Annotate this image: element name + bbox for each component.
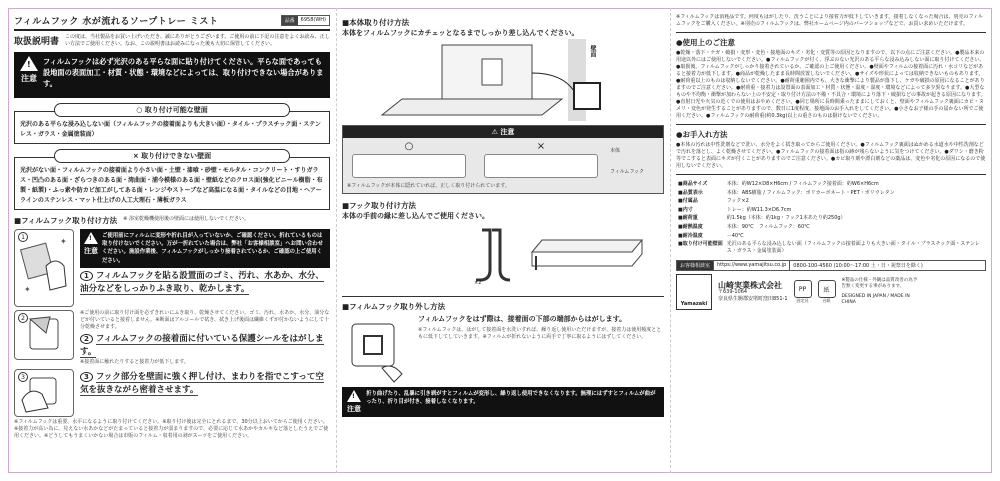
- caution-icon: !: [84, 232, 98, 244]
- caution-box: ! 注意 ご使用前にフィルムに変形や折れ目が入っていないか、ご確認ください。折れているものは取り付けないでください。万が一折れていた場合は、弊社「お客様相談室」へお問い合わせください。施設作業後、フィルムフックがしっかり接着されているか、ご確認の上ご使用ください。: [80, 229, 330, 268]
- mount-title: ■本体取り付け方法: [342, 18, 410, 27]
- disclaimer: ※製品の仕様・外観は品質改善の為予告無く変更する事があります。: [841, 278, 918, 290]
- spec-key: ■耐荷重: [678, 215, 698, 222]
- fold-line: [336, 8, 337, 473]
- howto-heading: ■フィルムフック取り付け方法 ※ 浴室乾燥機使用後の壁面には使用しないでください。: [14, 216, 249, 225]
- ok-surface-title: ○ 取り付け可能な壁面: [54, 103, 290, 117]
- spec-row: [678, 181, 984, 188]
- remove-caution: ! 注意 折り曲げたり、乱暴に引き剥がすとフィルムが変形し、繰り返し使用できなくなります。無理にはずすとフィルムが曲がったり、折り目が付き、接着しなくなります。: [342, 387, 664, 417]
- spec-key: ■取り付け可能壁面: [678, 241, 723, 248]
- remove-hook-diagram: [342, 314, 412, 384]
- spec-value: 光沢のある平らな浸み込しない面（フィルムフックの接着面よりも大きい面・タイル・プラスチック面・ステンレス・ガラス・金属塗装面）: [726, 241, 980, 254]
- spec-value: 本体：約W12×D8×H6cm / フィルムフック接着面：約W6×H6cm: [726, 181, 879, 187]
- zip-code: 〒639-1064: [718, 288, 748, 295]
- spec-value: 本体：ABS樹脂 / フィルムフック：ポリカーボネート・PET・ポリウレタン: [726, 189, 895, 196]
- hook-diagram: [342, 222, 664, 292]
- wipe-illustration: 1 ✦ ✦: [14, 229, 74, 307]
- ok-surface-text: 光沢のある平らな浸み込しない面（フィルムフックの接着面よりも大きい面）・タイル・プラスチック面・ステンレス・ガラス・金属塗装面）: [14, 111, 330, 144]
- main-warning: [14, 52, 330, 98]
- step-3-note: ※フィルムフックは重要、水平になるように取り付けてください。※取り付け後は完全にとれるまで、30分以上おいてからご使用ください。※接着力が高い為に、見えない水あかなどがたまっていると接着力が弱まりますので、必要に応じて水あかやカルキなど落としたうえでご使用ください。※どうしてもうまくいかない場合は市販のフィルム・収着用の剥がスーツをご使用ください。: [14, 419, 329, 439]
- part-number: 品番 6958(WH): [281, 15, 330, 26]
- step-1: [14, 229, 330, 307]
- caution-icon: !: [347, 390, 361, 402]
- origin: DESIGNED IN JAPAN / MADE IN CHINA: [841, 294, 910, 306]
- mount-text: 本体をフィルムフックにカチェッとなるまでしっかり差し込んでください。: [342, 29, 579, 37]
- hook-count: ×2: [474, 280, 482, 286]
- spec-key: ■付属品: [678, 198, 698, 205]
- hook-title: ■フック取り付け方法: [342, 201, 417, 210]
- spec-value: トレー：約W11.3×D6.7cm: [726, 206, 792, 213]
- manual-title: 取扱説明書: [14, 37, 60, 47]
- hook-text: 本体の手前の縁に差し込んでご使用ください。: [342, 212, 489, 220]
- correct-mount-image: [352, 154, 466, 178]
- main-body-label: 本体: [610, 147, 621, 154]
- ng-surface-title: × 取り付けできない壁面: [54, 149, 290, 163]
- step-2-text: 2 フィルムフックの接着面に付いている保護シールをはがします。: [80, 334, 324, 357]
- spec-row: [678, 215, 984, 222]
- mount-warning: ⚠ 注意 ○ × 本体 フィルムフック ※フィルムフックが本体に隠れていれば、正しく取り付けられています。: [342, 125, 664, 194]
- care-notes: ●本体の汚れは中性洗剤などで洗い、水分をよく拭き取ってからご使用ください。●フィルムフック裏面はぬかめる水道水や中性洗剤などで汚れを落とし、よく乾燥させてください。●フィルムフックの接着面は指の跡が残らないように気をつけてください。●ダワシ・磨き粉等でこすると表面にキズが付くことがありますのでご注意ください。●カビ取り剤や漂白剤などの薬品は、変色や劣化の原因になるので使用しないでください。: [676, 142, 986, 169]
- fold-line: [670, 8, 671, 473]
- spec-key: ■商品サイズ: [678, 181, 708, 187]
- press-illustration: 3: [14, 369, 74, 417]
- spec-row: [678, 207, 984, 214]
- step-3: [14, 369, 330, 417]
- column-instructions: [14, 14, 330, 470]
- warning-icon: ⚠: [491, 128, 498, 136]
- top-notes: ※フィルムフックは消耗品です。何度もはがしたり、洗うことにより接着力が低下していきます。接着しなくなった場合は、別売のフィルムフックをご購入ください。※別売のフィルムフックは、弊社ホームページ内のパーツショップなどで、お買い求めいただけます。: [676, 14, 984, 27]
- company-name: 山崎実業株式会社: [718, 280, 782, 290]
- spec-row: [678, 198, 984, 205]
- warning-icon: !: [20, 56, 38, 71]
- recycle-paper-icon: 紙: [818, 280, 836, 298]
- spec-value: －40℃: [726, 232, 744, 239]
- company-address: 奈良県生駒郡安堵町窪田851-1: [718, 295, 788, 302]
- phone-number: 0800-100-4560 (10:00～17:00 土・日・祝祭日を除く): [793, 263, 923, 270]
- spec-row: [678, 241, 984, 254]
- mount-illustration: [342, 39, 664, 121]
- ng-surface-text: 光沢がない面・フィルムフックの接着面より小さい面・土壁・漆喰・砂壁・モルタル・コンクリート・すりガラス・凹凸のある面・ざらつきのある面・湾曲面・浦今模様のある面・壁紙などのクロス面(強化ビニール樹脂・布製・紙製)・ふっ素や防カビ加工がしてある面・レンジやストーブなど高温になる面・タイルなどの目地・ヘアーラインのステンレス・マット仕上げの人工大理石・薄板ガラス: [14, 157, 330, 210]
- manual-intro: [14, 34, 330, 48]
- spec-row: [678, 224, 984, 231]
- step-1-text: 1 フィルムフックを貼る設置面のゴミ、汚れ、水あか、水分、油分などをしっかりふき取り、乾かします。: [80, 270, 324, 294]
- spec-key: ■品質表示: [678, 189, 703, 196]
- spec-key: ■耐冷温度: [678, 232, 703, 239]
- step-2-note: ※接着面に触れたりすると接着力が低下します。: [80, 359, 189, 365]
- step-3-text: 3 フック部分を壁面に強く押し付け、まわりを指でこすって空気を抜きながら密着させます。: [80, 372, 324, 395]
- hook-illustration: [342, 222, 664, 292]
- care-title: ●お手入れ方法: [676, 130, 728, 139]
- remove-text: フィルムフックをはず際は、接着面の下部の端部からはがします。: [418, 315, 627, 323]
- yamazaki-logo: Yamazaki: [676, 274, 712, 310]
- ok-mark: ○: [404, 141, 414, 152]
- column-notes: [676, 14, 986, 470]
- wrong-mount-image: [484, 154, 598, 178]
- spec-value: 約1.5kg（本体：約1kg・フック1本あたり約250g）: [726, 215, 846, 222]
- step-2: [14, 310, 330, 366]
- svg-text:✦: ✦: [60, 237, 67, 246]
- spec-key: ■内寸: [678, 206, 693, 213]
- peel-illustration: 2: [14, 310, 74, 360]
- company-block: Yamazaki 山崎実業株式会社 〒639-1064 奈良県生駒郡安堵町窪田851-1 PP 固定具 紙 台紙 ※製品の仕様・外観は品質改善の為予告無く変更する事があります。 DESIGNED IN JAPAN / MADE IN CHINA: [676, 274, 986, 310]
- use-notes: ●乾燥・落下・ケガ・破損・変形・変色・接地面のキズ・劣化・変質等の原因となりますので、以下の点にご注意ください。●製品本来の用途以外にはご使用しないでください。●フィルムフックが付く、浮ぶのない光沢のある平らな浸み込みしない面に取り付けてください。●取扱後、フィルムフックがしっかり接着されているか、ご確認の上ご使用ください。●壁面やフィルムの接着面に汚れ・水コリなどがあると接着力が低下します。●商品が乾燥したまま長時間放置しないでください。●サイズや形状によっては収納できないものもあります。●耐荷重以上のものは収納しないでください。●耐荷重範囲内でも、大きな衝撃により製品が落下し、ケガや破損の原因になることがありますのでご注意ください。●耐荷重・接着力は設置面の表面加工・材質・状態・温度・湿度・環境などによって多少異なります。●大型なものや不均衡・衝撃が加わらない上の不安定・取り付け方法の不備・不具合・環境により落下・破損などの事故が起きる原因になります。●直射日光や火気の近くでの使用はおやめください。●同じ場所に長時間乗ったままにしておくと、壁面やフィルムフック裏面にカビ・ヌメリ・変色が発生することがありますので、数日に1度程度、接地面のお手入れをしてください。●小さなお子様の手の届かない所でご使用ください。●フィルムフックの耐荷重(約0.3kg)以上の重さのものは掛けないでください。: [676, 50, 986, 119]
- remove-title: ■フィルムフック取り外し方法: [342, 302, 446, 311]
- warning-label: 注意: [21, 74, 37, 83]
- use-title: ●使用上のご注意: [676, 38, 736, 47]
- column-mounting: [342, 14, 664, 470]
- mount-warning-note: ※フィルムフックが本体に隠れていれば、正しく取り付けられています。: [347, 183, 510, 189]
- spec-row: [678, 233, 984, 240]
- recycle-pp-icon: PP: [794, 280, 812, 298]
- step-1-note: ※ご使用の前に取り付け面を必ずきれいにふき取り、乾燥させてください。ゴミ、汚れ、水あか、水分、油分などが付いていると接着しません。※断面はアルコールで拭き、拭き上げ後面は繊維くずが付かないようにして十分乾燥させます。: [80, 310, 330, 330]
- tray-mount-diagram: [342, 39, 664, 121]
- spec-value: フック×2: [726, 198, 749, 205]
- spec-row: [678, 190, 984, 197]
- manual-note: この度は、当社製品をお買い上げいただき、誠にありがとうございます。ご使用の前に下記の注意をよくお読み、正しい方法でご使用ください。なお、この説明書はお読みになった後も大切に保管してください。: [65, 34, 330, 47]
- warning-text: フィルムフックは必ず光沢のある平らな面に貼り付けてください。平らな面であっても設地面の表面加工・材質・状態・環境などによっては、取り付けできない場合があります。: [43, 57, 324, 88]
- remove-note: ※フィルムフックは、はがして接着面を水洗いすれば、繰り返し使用いただけますが、接着力は使用頻度とともに低下してしていきます。※フィルムが折れないように両手で丁寧に取るようにはずしてください。: [418, 327, 662, 340]
- remove-section: [342, 314, 664, 384]
- svg-text:✦: ✦: [24, 285, 31, 294]
- remove-caution-text: 折り曲げたり、乱暴に引き剥がすとフィルムが変形し、繰り返し使用できなくなります。無理にはずすとフィルムが曲がったり、折り目が付き、接着しなくなります。: [366, 391, 656, 406]
- spec-table: [676, 179, 986, 256]
- spec-value: 本体：90℃ フィルムフック：60℃: [726, 223, 810, 230]
- product-title: フィルムフック 水が流れるソープトレー ミスト: [14, 17, 219, 27]
- website-url[interactable]: https://www.yamajitsu.co.jp: [714, 261, 790, 270]
- caution-text: ご使用前にフィルムに変形や折れ目が入っていないか、ご確認ください。折れているものは取り付けないでください。万が一折れていた場合は、弊社「お客様相談室」へお問い合わせください。施設作業後、フィルムフックがしっかり接着されているか、ご確認の上ご使用ください。: [102, 233, 324, 264]
- film-hook-label: フィルムフック: [610, 168, 645, 175]
- header: [14, 14, 330, 31]
- wall-label: 壁面: [589, 45, 596, 57]
- contact-bar: [676, 260, 986, 271]
- contact-label: お客様相談室: [677, 261, 714, 270]
- spec-key: ■耐熱温度: [678, 223, 703, 230]
- ng-mark: ×: [536, 141, 546, 152]
